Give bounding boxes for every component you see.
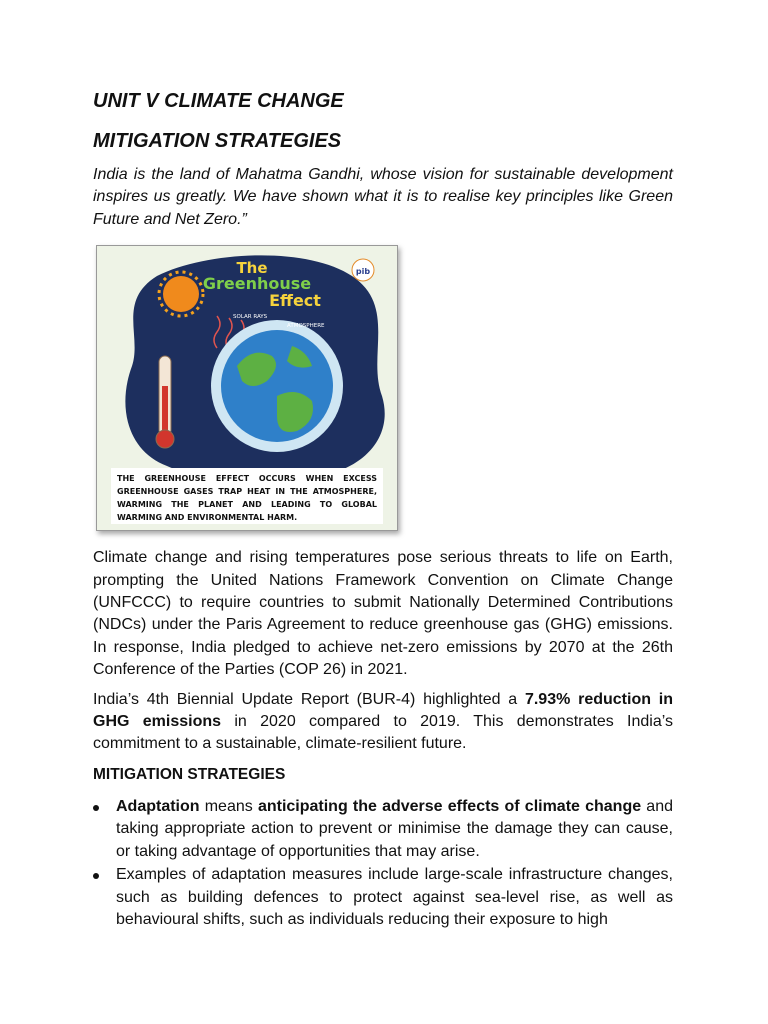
figure-heading-2: Greenhouse bbox=[202, 274, 312, 294]
paragraph-bur4: India’s 4th Biennial Update Report (BUR-4) highlighted a 7.93% reduction in GHG emissions in 2020 compared to 2019. This demonstrates India’s commitment to a sustainable, climate-resilient future. bbox=[93, 690, 673, 753]
pib-logo bbox=[352, 259, 374, 281]
document-title: UNIT V CLIMATE CHANGE bbox=[93, 90, 344, 112]
emission-reduction-highlight: 7.93% reduction in GHG emissions bbox=[93, 690, 673, 731]
section-heading: MITIGATION STRATEGIES bbox=[93, 765, 286, 783]
svg-text:pib: pib bbox=[355, 267, 371, 277]
paragraph-climate-change: Climate change and rising temperatures pose serious threats to life on Earth, prompting the United Nations Framework Convention on Climate Change (UNFCCC) to require countries to submit Nationally Determined Contributions (NDCs) under the Paris Agreement to reduce greenhouse gas (GHG) emissions. In response, India pledged to achieve net-zero emissions by 2070 at the 26th Conference of the Parties (COP 26) in 2021. bbox=[93, 549, 673, 679]
thermometer-icon bbox=[156, 356, 174, 448]
figure-caption: THE GREENHOUSE EFFECT OCCURS WHEN EXCESS GREENHOUSE GASES TRAP HEAT IN THE ATMOSPHERE, WARMING THE PLANET AND LEADING TO GLOBAL WARMING AND ENVIRONMENTAL HARM. bbox=[111, 468, 383, 524]
solar-rays-label: SOLAR RAYS bbox=[233, 314, 268, 321]
intro-quote: India is the land of Mahatma Gandhi, whose vision for sustainable development inspires us greatly. We have shown what it is to realise key principles like Green Future and Net Zero.” bbox=[93, 166, 673, 228]
figure-heading-3: Effect bbox=[269, 291, 321, 311]
list-item: Adaptation means anticipating the adverse effects of climate change and taking appropriate action to prevent or minimise the damage they can cause, or taking advantage of opportunities that may arise. bbox=[93, 796, 673, 863]
bullet-icon bbox=[93, 873, 99, 879]
list-item: Examples of adaptation measures include large-scale infrastructure changes, such as building defences to protect against sea-level rise, as well as behavioural shifts, such as individuals reducing their exposure to high bbox=[93, 864, 673, 931]
greenhouse-effect-figure bbox=[96, 245, 398, 531]
figure-heading-1: The bbox=[236, 259, 268, 278]
strategy-list bbox=[93, 796, 673, 931]
document-page bbox=[93, 88, 673, 932]
atmosphere-label: ATMOSPHERE bbox=[287, 323, 325, 330]
earth-icon bbox=[211, 320, 343, 452]
bullet-icon bbox=[93, 805, 99, 811]
document-subtitle: MITIGATION STRATEGIES bbox=[93, 130, 342, 152]
